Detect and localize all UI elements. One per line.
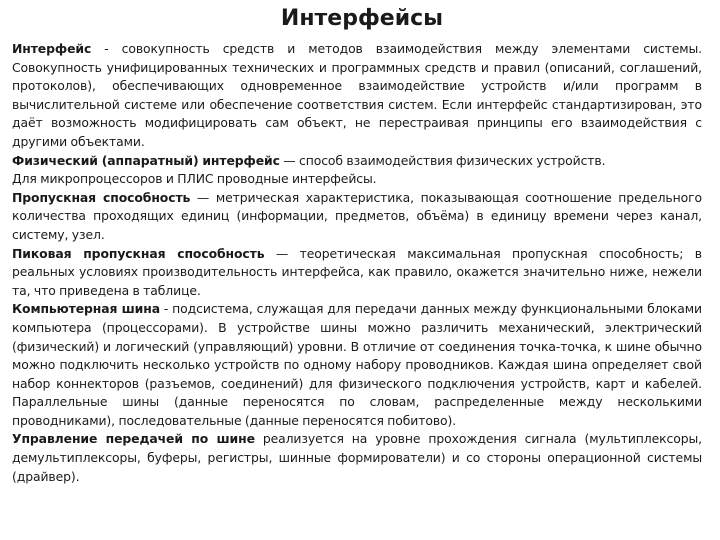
paragraph-interface — [12, 40, 702, 152]
definition-physical-interface: — способ взаимодействия физических устройств. — [279, 152, 606, 168]
term-physical-interface: Физический (аппаратный) интерфейс — [12, 152, 280, 168]
term-interface: Интерфейс — [12, 41, 92, 56]
definition-bandwidth: — метрическая характеристика, показывающая соотношение предельного количества проходящих единиц (информации, предметов, объёма) в единицу времени через канал, систему, узел. — [12, 189, 702, 242]
paragraph-physical-interface — [12, 152, 702, 171]
term-computer-bus: Компьютерная шина — [12, 301, 160, 317]
term-peak-bandwidth: Пиковая пропускная способность — [12, 245, 265, 261]
paragraph-peak-bandwidth — [12, 245, 702, 301]
term-bandwidth: Пропускная способность — [12, 189, 191, 205]
definition-computer-bus: - подсистема, служащая для передачи данных между функциональными блоками компьютера (процессорами). В устройстве шины можно различить механический, электрический (физический) и логический (управляющий) уровни. В отличие от соединения точка-точка, к шине обычно можно подключить несколько устройств по одному набору проводников. Каждая шина определяет свой набор коннекторов (разъемов, соединений) для физического подключения устройств, карт и кабелей. Параллельные шины (данные переносятся по словам, распределенные между несколькими проводниками), последовательные (данные переносятся побитово). — [12, 301, 702, 428]
text-microprocessors: Для микропроцессоров и ПЛИС проводные интерфейсы. — [12, 171, 377, 187]
slide-content — [12, 40, 702, 486]
term-bus-control: Управление передачей по шине — [12, 431, 255, 447]
definition-peak-bandwidth: — теоретическая максимальная пропускная способность; в реальных условиях производительность интерфейса, как правило, окажется значительно ниже, нежели та, что приведена в таблице. — [12, 245, 702, 298]
slide-title: Интерфейсы — [280, 6, 444, 31]
paragraph-microprocessors — [12, 170, 702, 189]
paragraph-computer-bus — [12, 300, 702, 430]
paragraph-bandwidth — [12, 189, 702, 245]
definition-bus-control: реализуется на уровне прохождения сигнала (мультиплексоры, демультиплексоры, буферы, регистры, шинные формирователи) и со стороны операционной системы (драйвер). — [12, 431, 702, 484]
definition-interface: - совокупность средств и методов взаимодействия между элементами системы. Совокупность унифицированных технических и программных средств и правил (описаний, соглашений, протоколов), обеспечивающих одновременное взаимодействие устройств и/или программ в вычислительной системе или обеспечение соответствия систем. Если интерфейс стандартизирован, это даёт возможность модифицировать сам объект, не перестраивая принципы его взаимодействия с другими объектами. — [12, 41, 702, 149]
paragraph-bus-control — [12, 430, 702, 486]
